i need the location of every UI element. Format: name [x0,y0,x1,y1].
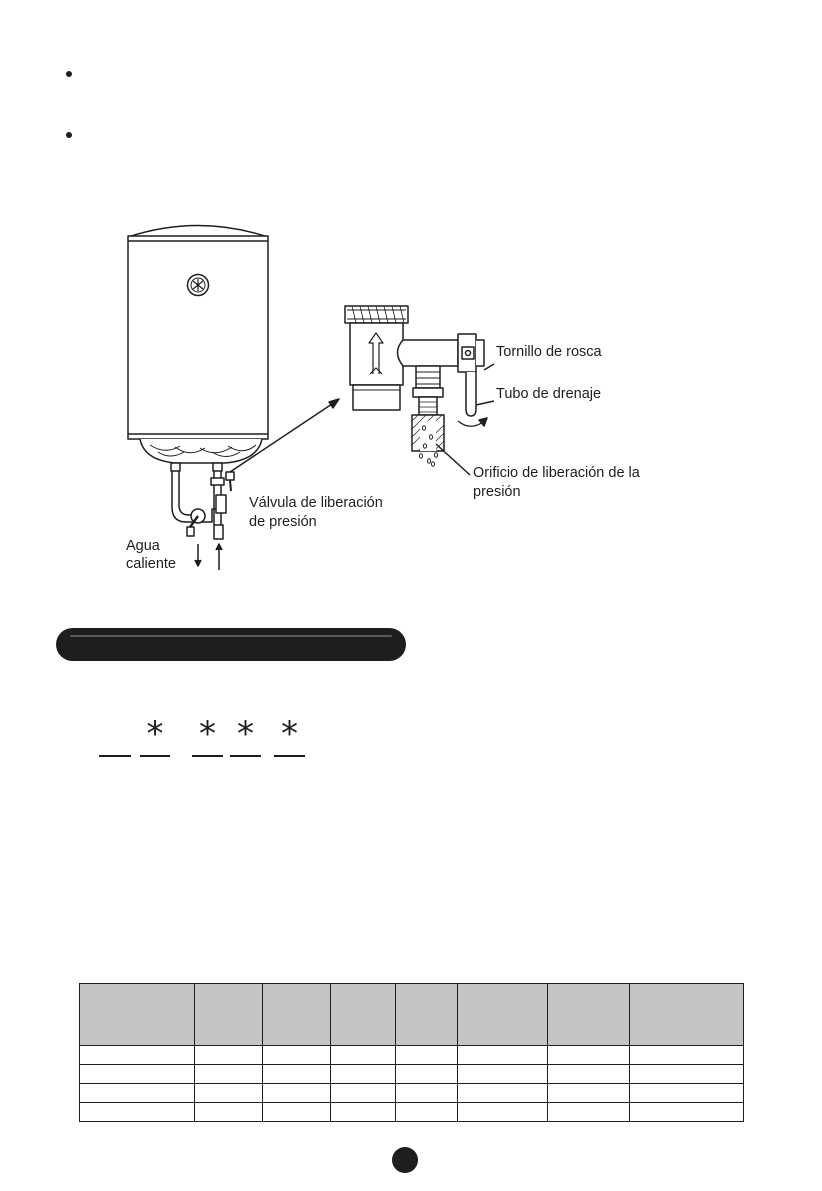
model-code-slot-4 [192,714,223,757]
table-cell [396,1065,458,1084]
table-cell [458,1065,548,1084]
table-cell [331,1084,396,1103]
hot-water-pipe [171,463,218,536]
table-cell [195,1065,263,1084]
model-code-char [178,719,186,749]
table-cell [630,1046,744,1065]
star-badge-icon [188,275,209,296]
label-valve-line1: Válvula de liberación [249,495,383,511]
cold-water-pipe [211,463,234,539]
model-code-underline [99,755,131,757]
label-screw: Tornillo de rosca [496,344,602,360]
model-code-underline [274,755,305,757]
model-code-slot-3 [178,719,186,749]
table-row [80,1103,744,1122]
table-cell [548,1046,630,1065]
table-cell [80,1084,195,1103]
model-code-slot-1 [99,719,131,757]
table-row [80,1046,744,1065]
model-code-slot-6 [274,714,305,757]
model-code-slot-5 [230,714,261,757]
table-cell [548,1103,630,1122]
table-cell [396,1046,458,1065]
table-cell [195,1046,263,1065]
section-heading-bar [56,628,406,661]
table-cell [458,1046,548,1065]
model-code-char: * [237,714,254,754]
table-header-cell [458,984,548,1046]
page-number-badge [392,1147,418,1173]
label-hot-water-line1: Agua [126,538,160,554]
heading-highlight [70,635,392,637]
table-header-row [80,984,744,1046]
table-header-cell [263,984,331,1046]
table-cell [331,1103,396,1122]
table-cell [331,1046,396,1065]
model-code-underline [140,755,170,757]
table-cell [458,1084,548,1103]
table-cell [396,1084,458,1103]
table-cell [548,1065,630,1084]
table-cell [548,1084,630,1103]
table-cell [331,1065,396,1084]
model-code-char [99,719,131,749]
model-code-underline [192,755,223,757]
table-row [80,1084,744,1103]
table-cell [195,1084,263,1103]
label-drain-tube: Tubo de drenaje [496,386,602,402]
label-hot-water-line2: caliente [126,556,176,572]
table-header-cell [195,984,263,1046]
table-cell [80,1065,195,1084]
table-header-cell [396,984,458,1046]
table-cell [630,1065,744,1084]
model-code-char: * [146,714,164,754]
table-cell [80,1046,195,1065]
model-code-underline [230,755,261,757]
table-cell [630,1084,744,1103]
table-row [80,1065,744,1084]
table-header-cell [548,984,630,1046]
table-header-cell [630,984,744,1046]
table-cell [195,1103,263,1122]
label-valve-line2: de presión [249,514,317,530]
spec-table [79,983,744,1122]
table-cell [458,1103,548,1122]
table-cell [263,1103,331,1122]
table-cell [630,1103,744,1122]
label-relief-hole-line2: presión [473,484,521,500]
model-code-char: * [199,714,216,754]
table-cell [396,1103,458,1122]
model-code-slot-2 [140,714,170,757]
pressure-release-valve-detail [345,306,487,466]
table-cell [80,1103,195,1122]
table-cell [263,1046,331,1065]
table-cell [263,1065,331,1084]
water-heater-tank [128,226,268,464]
model-code-char: * [281,714,298,754]
table-cell [263,1084,331,1103]
table-header-cell [80,984,195,1046]
table-header-cell [331,984,396,1046]
label-relief-hole-line1: Orificio de liberación de la [473,465,640,481]
